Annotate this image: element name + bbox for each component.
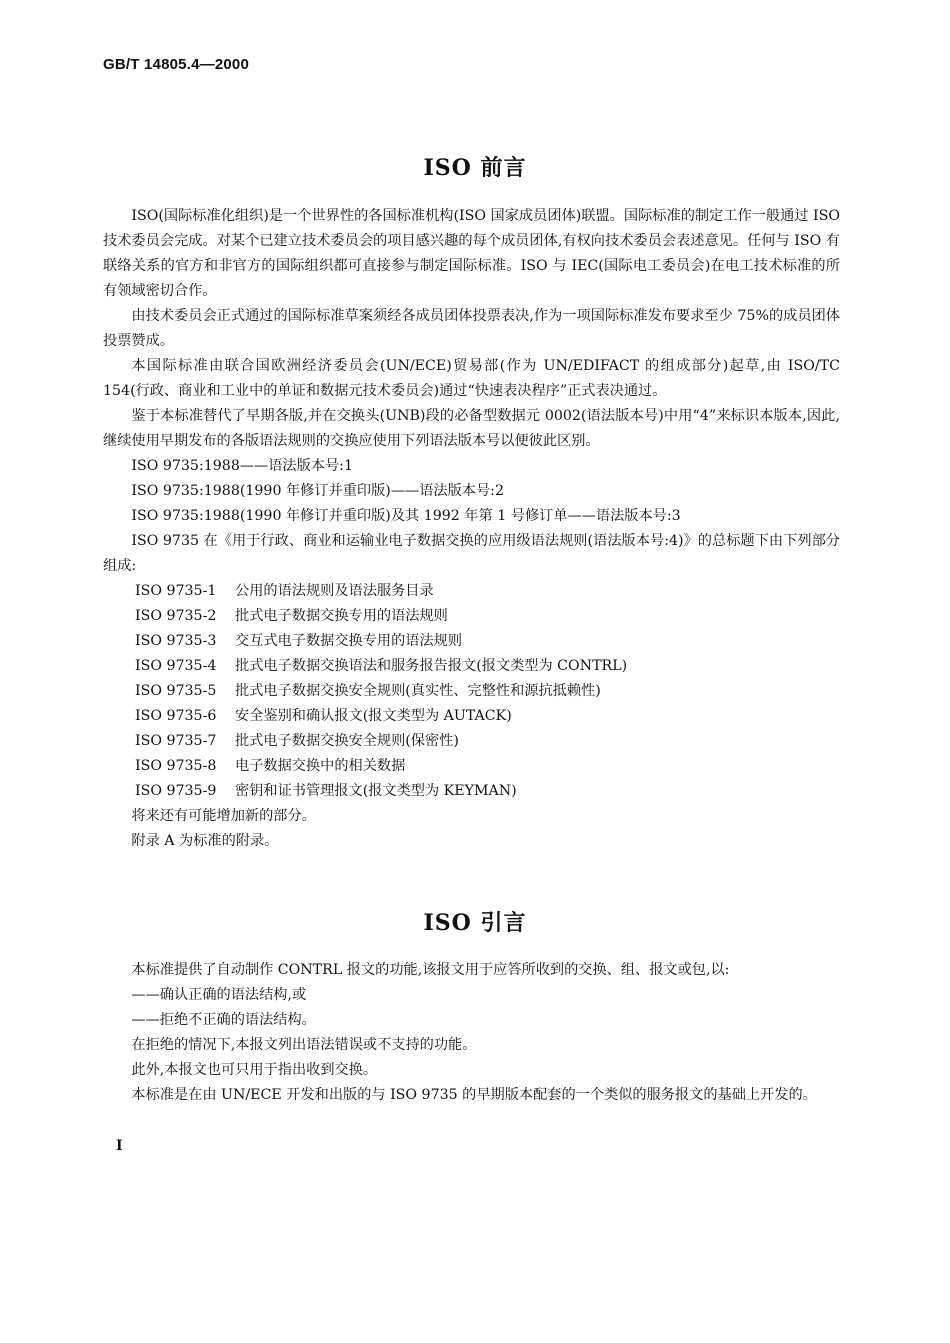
closing-line-1: 将来还有可能增加新的部分。 <box>131 808 316 824</box>
intro-line-3: ——拒绝不正确的语法结构。 <box>131 1012 316 1028</box>
page-number: I <box>116 1138 123 1154</box>
introduction-title: ISO 引言 <box>423 910 527 936</box>
part-title: 批式电子数据交换语法和服务报告报文(报文类型为 CONTRL) <box>235 658 628 674</box>
part-title: 安全鉴别和确认报文(报文类型为 AUTACK) <box>235 708 512 724</box>
version-line-1: ISO 9735:1988——语法版本号:1 <box>131 458 353 474</box>
part-code: ISO 9735-2 <box>135 608 217 624</box>
part-list-item <box>103 579 840 604</box>
foreword-paragraph-2: 由技术委员会正式通过的国际标准草案须经各成员团体投票表决,作为一项国际标准发布要求至少 75%的成员团体投票赞成。 <box>103 308 840 349</box>
part-title: 密钥和证书管理报文(报文类型为 KEYMAN) <box>235 783 517 799</box>
part-code: ISO 9735-7 <box>135 733 217 749</box>
foreword-paragraph-3: 本国际标准由联合国欧洲经济委员会(UN/ECE)贸易部(作为 UN/EDIFACT 的组成部分)起草,由 ISO/TC 154(行政、商业和工业中的单证和数据元技术委员会)通过“快速表决程序”正式表决通过。 <box>103 358 840 399</box>
foreword-body <box>103 204 840 854</box>
part-code: ISO 9735-6 <box>135 708 217 724</box>
standard-code-header: GB/T 14805.4—2000 <box>103 56 249 73</box>
part-code: ISO 9735-5 <box>135 683 217 699</box>
part-title: 批式电子数据交换专用的语法规则 <box>235 608 448 624</box>
part-title: 批式电子数据交换安全规则(保密性) <box>235 733 459 749</box>
part-code: ISO 9735-3 <box>135 633 217 649</box>
introduction-body <box>103 958 840 1108</box>
version-line-2: ISO 9735:1988(1990 年修订并重印版)——语法版本号:2 <box>131 483 504 499</box>
part-list-item <box>103 679 840 704</box>
version-line-3: ISO 9735:1988(1990 年修订并重印版)及其 1992 年第 1 号修订单——语法版本号:3 <box>131 508 681 524</box>
foreword-title: ISO 前言 <box>423 155 527 181</box>
part-list-item <box>103 629 840 654</box>
part-title: 公用的语法规则及语法服务目录 <box>235 583 434 599</box>
part-code: ISO 9735-8 <box>135 758 217 774</box>
intro-line-4: 在拒绝的情况下,本报文列出语法错误或不支持的功能。 <box>131 1037 477 1053</box>
foreword-paragraph-1: ISO(国际标准化组织)是一个世界性的各国标准机构(ISO 国家成员团体)联盟。国际标准的制定工作一般通过 ISO 技术委员会完成。对某个已建立技术委员会的项目感兴趣的每个成员团体,有权向技术委员会表述意见。任何与 ISO 有联络关系的官方和非官方的国际组织都可直接参与制定国际标准。ISO 与 IEC(国际电工委员会)在电工技术标准的所有领域密切合作。 <box>103 208 840 299</box>
part-list-item <box>103 604 840 629</box>
part-title: 电子数据交换中的相关数据 <box>235 758 406 774</box>
part-title: 交互式电子数据交换专用的语法规则 <box>235 633 463 649</box>
part-code: ISO 9735-1 <box>135 583 217 599</box>
part-list-item <box>103 704 840 729</box>
intro-line-6: 本标准是在由 UN/ECE 开发和出版的与 ISO 9735 的早期版本配套的一个类似的服务报文的基础上开发的。 <box>131 1087 817 1103</box>
intro-line-1: 本标准提供了自动制作 CONTRL 报文的功能,该报文用于应答所收到的交换、组、报文或包,以: <box>131 962 730 978</box>
intro-line-5: 此外,本报文也可只用于指出收到交换。 <box>131 1062 378 1078</box>
part-code: ISO 9735-9 <box>135 783 217 799</box>
part-code: ISO 9735-4 <box>135 658 217 674</box>
part-list-item <box>103 779 840 804</box>
foreword-paragraph-4: 鉴于本标准替代了早期各版,并在交换头(UNB)段的必备型数据元 0002(语法版本号)中用“4”来标识本版本,因此,继续使用早期发布的各版语法规则的交换应使用下列语法版本号以便彼此区别。 <box>103 408 840 449</box>
part-list-item <box>103 654 840 679</box>
part-list-item <box>103 729 840 754</box>
parts-intro: ISO 9735 在《用于行政、商业和运输业电子数据交换的应用级语法规则(语法版本号:4)》的总标题下由下列部分组成: <box>103 533 840 574</box>
closing-line-2: 附录 A 为标准的附录。 <box>131 833 279 849</box>
part-list-item <box>103 754 840 779</box>
part-title: 批式电子数据交换安全规则(真实性、完整性和源抗抵赖性) <box>235 683 601 699</box>
intro-line-2: ——确认正确的语法结构,或 <box>131 987 307 1003</box>
